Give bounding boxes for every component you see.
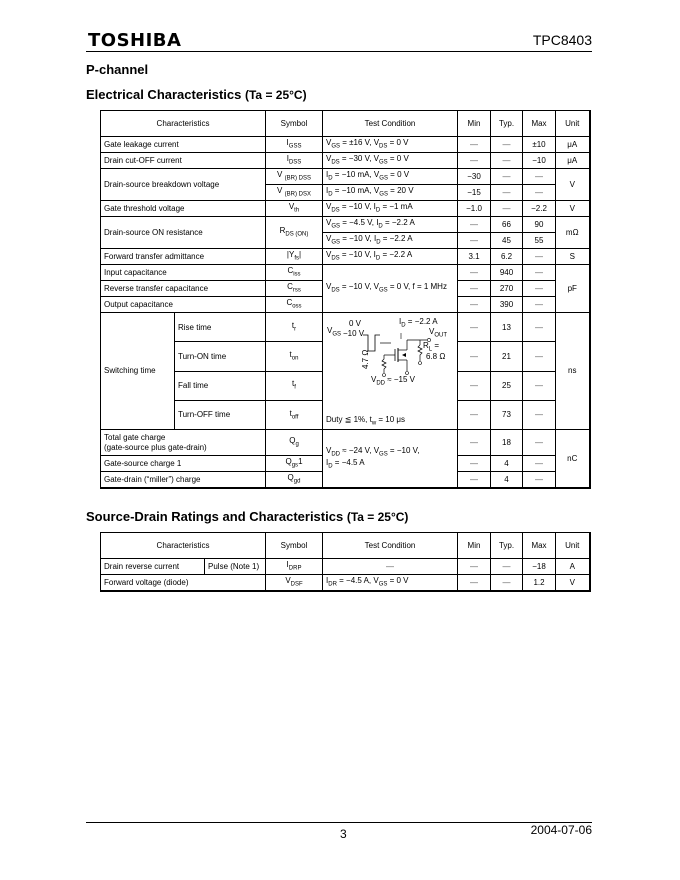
symbol-main: V: [285, 576, 291, 585]
vout-label: $V_{OUT}$: [429, 327, 448, 339]
table-header-row: [101, 533, 590, 559]
char-name: Drain-source ON resistance: [101, 217, 266, 249]
circuit-diagram: [323, 313, 457, 429]
col-header: Unit: [556, 533, 590, 559]
char-name: Switching time: [101, 313, 175, 430]
char-subname: Rise time: [175, 313, 266, 342]
col-header: Min: [458, 111, 491, 137]
symbol-sub: r: [294, 326, 297, 333]
max-value: −10: [523, 153, 556, 169]
char-name: Drain cut-OFF current: [101, 153, 266, 169]
char-name: Drain-source breakdown voltage: [101, 169, 266, 201]
unit: S: [556, 249, 590, 265]
char-name: Output capacitance: [101, 297, 266, 313]
col-header: Test Condition: [323, 111, 458, 137]
symbol-sub: DRP: [288, 565, 302, 572]
test-condition: $V_{GS} = -10$ V, $I_D = -2.2$ A: [323, 233, 458, 249]
min-value: —: [458, 281, 491, 297]
symbol: V $_{(BR) DSX}$: [266, 185, 323, 201]
test-condition: $I_D = -10$ mA, $V_{GS} = 0$ V: [323, 169, 458, 185]
source-drain-table: [100, 532, 591, 592]
min-value: —: [458, 297, 491, 313]
typ-value: 73: [491, 400, 523, 429]
vdd-label: $V_{DD} \approx -15$ V: [371, 375, 415, 387]
gate-resistor: [382, 355, 386, 373]
symbol-sub: oss: [292, 303, 302, 310]
char-subname: Fall time: [175, 371, 266, 400]
table-row: [101, 153, 590, 169]
table-row: [101, 313, 590, 342]
min-value: 3.1: [458, 249, 491, 265]
symbol: V $_{(BR) DSS}$: [266, 169, 323, 185]
col-header: Test Condition: [323, 533, 458, 559]
unit: V: [556, 201, 590, 217]
test-condition: $I_D = -10$ mA, $V_{GS} = 20$ V: [323, 185, 458, 201]
min-value: —: [458, 233, 491, 249]
table-row: [101, 249, 590, 265]
test-condition: $V_{DS} = -30$ V, $V_{GS} = 0$ V: [323, 153, 458, 169]
min-value: —: [458, 559, 491, 575]
symbol: [266, 201, 323, 217]
symbol: $C_{iss}$: [266, 265, 323, 281]
table-row: [101, 137, 590, 153]
symbol-sub: fs: [294, 255, 299, 262]
symbol: $C_{rss}$: [266, 281, 323, 297]
symbol: $t_{on}$: [266, 342, 323, 371]
symbol: $Q_{gs}1$: [266, 456, 323, 472]
max-value: —: [523, 456, 556, 472]
symbol-sub: f: [294, 384, 296, 391]
test-condition: $I_{DR} = -4.5$ A, $V_{GS} = 0$ V: [323, 575, 458, 591]
symbol: [266, 249, 323, 265]
typ-value: —: [491, 185, 523, 201]
symbol-sub: on: [291, 355, 299, 362]
unit: ns: [556, 313, 590, 430]
min-value: —: [458, 137, 491, 153]
test-condition: $V_{DS} = -10$ V, $V_{GS} = 0$ V, f = 1 MHz: [323, 265, 458, 313]
footer-rule: [86, 822, 592, 823]
symbol-main: R: [279, 226, 286, 236]
test-condition: $V_{GS} = -4.5$ V, $I_D = -2.2$ A: [323, 217, 458, 233]
symbol-sub: DS (ON): [285, 231, 309, 238]
section-title-source-drain: [86, 509, 408, 524]
char-name: Forward voltage (diode): [101, 575, 266, 591]
char-name: Gate leakage current: [101, 137, 266, 153]
symbol-main: I: [286, 154, 289, 164]
max-value: —: [523, 281, 556, 297]
symbol: $t_f$: [266, 371, 323, 400]
symbol-sub: th: [294, 207, 300, 214]
electrical-characteristics-table: [100, 110, 591, 489]
symbol-sub: g: [295, 441, 299, 448]
id-label: $I_D = -2.2$ A: [399, 317, 438, 329]
max-value: —: [523, 430, 556, 456]
col-header: Typ.: [491, 533, 523, 559]
col-header: Typ.: [491, 111, 523, 137]
char-name: Gate-drain (“miller”) charge: [101, 472, 266, 488]
section-title-text: Electrical Characteristics: [86, 87, 242, 102]
symbol: [266, 575, 323, 591]
rl-value: 6.8 Ω: [426, 352, 446, 361]
char-subname: Turn-OFF time: [175, 400, 266, 429]
page-number: 3: [340, 827, 347, 841]
col-header: Min: [458, 533, 491, 559]
col-header: Symbol: [266, 111, 323, 137]
neg-ten-volt-label: −10 V: [343, 329, 365, 338]
switching-test-circuit: [323, 313, 458, 430]
char-name: Reverse transfer capacitance: [101, 281, 266, 297]
section-title-text: Source-Drain Ratings and Characteristics: [86, 509, 344, 524]
char-name-line2: (gate-source plus gate-drain): [104, 442, 207, 452]
typ-value: 940: [491, 265, 523, 281]
min-value: —: [458, 217, 491, 233]
symbol: [266, 153, 323, 169]
symbol-sub: off: [291, 414, 299, 421]
test-condition: $V_{DD} \approx -24$ V, $V_{GS} = -10$ V, $I_D = -4.5$ A: [323, 430, 458, 488]
max-value: —: [523, 342, 556, 371]
char-name: [101, 430, 266, 456]
zero-volt-label: 0 V: [349, 319, 362, 328]
symbol-main: I: [286, 560, 289, 570]
min-value: —: [458, 430, 491, 456]
test-condition: $V_{DS} = -10$ V, $I_D = -2.2$ A: [323, 249, 458, 265]
table-header-row: [101, 111, 590, 137]
table-row: [101, 559, 590, 575]
typ-value: —: [491, 169, 523, 185]
col-header: Characteristics: [101, 111, 266, 137]
unit: V: [556, 575, 590, 591]
char-name: Drain reverse current: [101, 559, 205, 575]
typ-value: —: [491, 137, 523, 153]
char-note: Pulse (Note 1): [205, 559, 266, 575]
symbol: $t_{off}$: [266, 400, 323, 429]
char-name-line1: Total gate charge: [104, 433, 166, 443]
char-name: Input capacitance: [101, 265, 266, 281]
symbol: [266, 559, 323, 575]
test-condition: $V_{DS} = -10$ V, $I_D = -1$ mA: [323, 201, 458, 217]
mosfet-arrow: [402, 353, 406, 357]
col-header: Max: [523, 111, 556, 137]
typ-value: 4: [491, 456, 523, 472]
unit: V: [556, 169, 590, 201]
pulse-waveform: [363, 335, 380, 351]
max-value: −2.2: [523, 201, 556, 217]
typ-value: 6.2: [491, 249, 523, 265]
max-value: —: [523, 265, 556, 281]
col-header: Unit: [556, 111, 590, 137]
typ-value: 4: [491, 472, 523, 488]
typ-value: —: [491, 153, 523, 169]
table-row: [101, 169, 590, 185]
min-value: —: [458, 472, 491, 488]
unit: mΩ: [556, 217, 590, 249]
rl-label: $R_L$ =: [423, 341, 440, 353]
page-header: [86, 30, 592, 52]
typ-value: 18: [491, 430, 523, 456]
min-value: —: [458, 265, 491, 281]
symbol-suffix: 1: [298, 457, 303, 467]
symbol-main: I: [286, 138, 289, 148]
max-value: —: [523, 249, 556, 265]
max-value: —: [523, 185, 556, 201]
symbol-sub: DSS: [288, 159, 302, 166]
max-value: ±10: [523, 137, 556, 153]
symbol-main: V: [288, 202, 295, 212]
typ-value: 390: [491, 297, 523, 313]
table-row: [101, 430, 590, 456]
table-row: [101, 201, 590, 217]
symbol-sub: iss: [293, 271, 301, 278]
typ-value: 25: [491, 371, 523, 400]
min-value: −1.0: [458, 201, 491, 217]
char-subname: Turn-ON time: [175, 342, 266, 371]
test-condition: $V_{GS} = \pm 16$ V, $V_{DS} = 0$ V: [323, 137, 458, 153]
symbol-sub: GSS: [288, 143, 302, 150]
min-value: —: [458, 456, 491, 472]
vgs-label: $V_{GS}$: [327, 326, 342, 338]
section-condition: (Ta = 25°C): [346, 510, 409, 524]
min-value: −30: [458, 169, 491, 185]
table-row: [101, 575, 590, 591]
typ-value: —: [491, 575, 523, 591]
vdd-terminal: [419, 362, 422, 365]
typ-value: 45: [491, 233, 523, 249]
typ-value: —: [491, 559, 523, 575]
max-value: —: [523, 169, 556, 185]
col-header: Symbol: [266, 533, 323, 559]
min-value: −15: [458, 185, 491, 201]
symbol: $Q_g$: [266, 430, 323, 456]
max-value: 1.2: [523, 575, 556, 591]
document-date: 2004-07-06: [530, 823, 592, 837]
duty-label: Duty ≦ 1%, $t_w = 10$ μs: [326, 414, 406, 427]
gate-resistor-label: 4.7 Ω: [361, 349, 370, 369]
table-row: [101, 265, 590, 281]
symbol: $C_{oss}$: [266, 297, 323, 313]
unit: A: [556, 559, 590, 575]
load-resistor: [418, 345, 422, 361]
char-name: Gate-source charge 1: [101, 456, 266, 472]
toshiba-logo: TOSHIBA: [88, 30, 182, 51]
symbol-main: |Y: [286, 250, 295, 260]
section-condition: (Ta = 25°C): [245, 88, 307, 102]
min-value: —: [458, 153, 491, 169]
min-value: —: [458, 342, 491, 371]
col-header: Characteristics: [101, 533, 266, 559]
symbol-sub: gd: [293, 478, 301, 485]
typ-value: 21: [491, 342, 523, 371]
typ-value: —: [491, 201, 523, 217]
symbol: $t_r$: [266, 313, 323, 342]
channel-label: P-channel: [86, 62, 149, 77]
symbol-sub: DSF: [290, 581, 303, 588]
section-title-electrical: [86, 87, 307, 102]
char-name: Forward transfer admittance: [101, 249, 266, 265]
symbol-sub: rss: [292, 287, 301, 294]
col-header: Max: [523, 533, 556, 559]
table-row: [101, 217, 590, 233]
symbol-sub: gs: [291, 462, 299, 469]
max-value: —: [523, 371, 556, 400]
unit: nC: [556, 430, 590, 488]
typ-value: 13: [491, 313, 523, 342]
min-value: —: [458, 313, 491, 342]
min-value: —: [458, 371, 491, 400]
char-name: Gate threshold voltage: [101, 201, 266, 217]
max-value: 55: [523, 233, 556, 249]
unit: pF: [556, 265, 590, 313]
max-value: —: [523, 472, 556, 488]
test-condition: —: [323, 559, 458, 575]
min-value: —: [458, 575, 491, 591]
typ-value: 270: [491, 281, 523, 297]
symbol: $Q_{gd}$: [266, 472, 323, 488]
typ-value: 66: [491, 217, 523, 233]
min-value: —: [458, 400, 491, 429]
max-value: —: [523, 297, 556, 313]
symbol-suffix: |: [299, 250, 302, 260]
max-value: 90: [523, 217, 556, 233]
unit: μA: [556, 137, 590, 153]
part-number: TPC8403: [532, 32, 592, 48]
unit: μA: [556, 153, 590, 169]
symbol: [266, 137, 323, 153]
max-value: —: [523, 400, 556, 429]
max-value: —: [523, 313, 556, 342]
symbol: [266, 217, 323, 249]
max-value: −18: [523, 559, 556, 575]
